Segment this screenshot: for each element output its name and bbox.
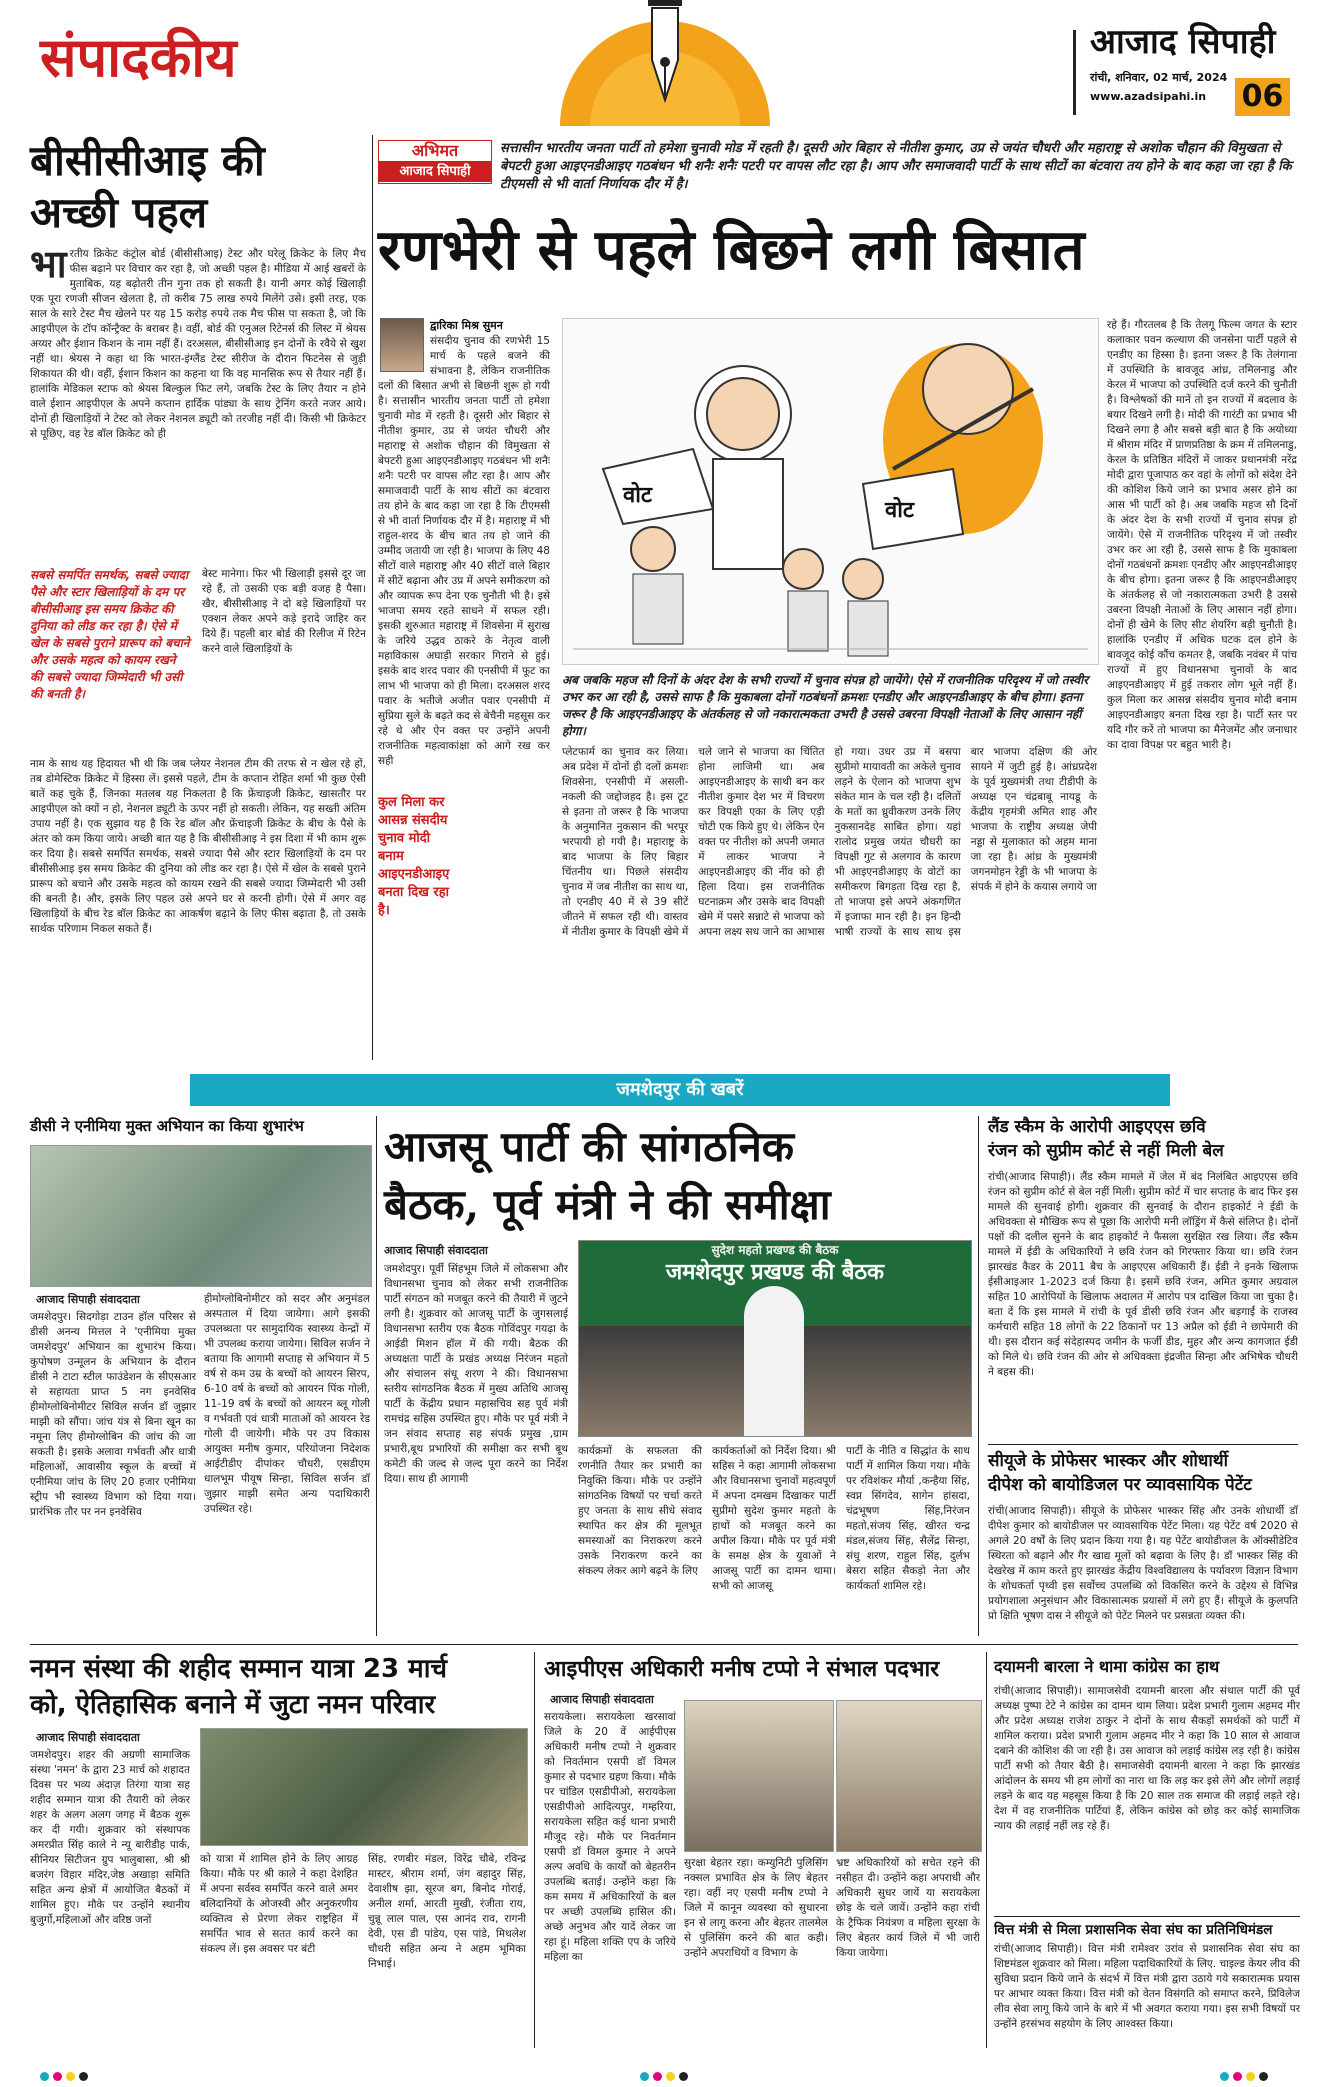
naman-photo (200, 1728, 528, 1846)
cartoon-label-2: वोट (885, 498, 915, 523)
masthead-rule (1073, 30, 1076, 115)
pen-nib-icon (560, 0, 770, 126)
abhimat-col-right: रहे हैं। गौरतलब है कि तेलगू फिल्म जगत के स्टार कलाकार पवन कल्याण की जनसेना पार्टी पहले से एनडीए का हिस्सा है। इतना जरूर है कि तेलंगाना में उपस्थिति के बावजूद आंध्र, तमिलनाडु और केरल में भाजपा को उपस्थिति दर्ज करने की चुनौती है। विश्लेषकों की मानें तो इन राज्यों में बदलाव के बयार दिखने लगी है। मोदी की गारंटी का प्रभाव भी दिखने लगा है और सबसे बड़ी बात है कि अयोध्या में श्रीराम मंदिर में प्राणप्रतिष्ठा के क्रम में तमिलनाडु, केरल के प्रतिष्ठित मंदिरों में जाकर प्रधानमंत्री नरेंद्र मोदी द्वारा पूजापाठ कर वहां के लोगों को संदेश देने की कोशिश किये जाने का प्रभाव असर होने का आस भी पार्टी को है। अब जबकि महज सौ दिनों के अंदर देश के सभी राज्यों में चुनाव संपन्न हो जायेंगे। ऐसे में राजनीतिक परिदृश्य में जो तस्वीर उभर कर आ रही है, उससे साफ है कि मुकाबला दोनों गठबंधनों क्रमशः एनडीए और आइएनडीआइए के बीच होगा। इतना जरूर है कि आइएनडीआइए के अंतर्कलह से जो नकारात्मकता उभरी है उससे उबरना विपक्षी नेताओं के लिए आसान नहीं होगा। दोनों ही खेमे के लिए सीट शेयरिंग बड़ी चुनौती है। हालांकि एनडीए में अधिक घटक दल होने के बावजूद कोई कौंच कमतर है, जबकि नवंबर में पांच राज्यों में हुए विधानसभा चुनावों के बाद आइएनडीआइए में हुई तकरार लोग भूले नहीं हैं। कुल मिला कर आसन्न संसदीय चुनाव मोदी बनाम आइएनडीआइए बनता दिख रहा है। पार्टी स्तर पर यदि गौर करें तो भाजपा का मैनेजमेंट और जनाधार का दावा विपक्ष पर बहुत भारी है। (1107, 319, 1297, 751)
website: www.azadsipahi.in (1090, 90, 1207, 103)
ajsu-photo-banner-2: जमशेदपुर प्रखण्ड की बैठक (665, 1260, 885, 1285)
abhimat-intro: सत्तासीन भारतीय जनता पार्टी तो हमेशा चुनावी मोड में रहती है। दूसरी ओर बिहार से नीतीश कुमार, उप्र से जयंत चौधरी और महाराष्ट्र से अशोक चौहान की विमुखता से बेपटरी हुआ आइएनडीआइए गठबंधन भी शनैः शनैः पटरी पर वापस लौट रहा है। आप और समाजवादी पार्टी के साथ सीटों का बंटवारा तय होने के बाद कहा जा रहा है कि टीएमसी से भी वार्ता निर्णायक दौर में है। (500, 141, 1292, 192)
ips-byline: आजाद सिपाही संवाददाता (550, 1693, 654, 1706)
row-divider (30, 1644, 1298, 1645)
registration-marks-right (1220, 2066, 1272, 2085)
bsc-headline-2: दीपेश को बायोडिजल पर व्यावसायिक पेटेंट (988, 1475, 1252, 1495)
abhimat-col1: संसदीय चुनाव की रणभेरी 15 मार्च के पहले बजने की संभावना है, लेकिन राजनीतिक दलों की बिसात अभी से बिछनी शुरू हो गयी है। सत्तासीन भारतीय जनता पार्टी तो हमेशा चुनावी मोड में रहती है। दूसरी ओर बिहार से नीतीश कुमार, उप्र से जयंत चौधरी और महाराष्ट्र से अशोक चौहान की विमुखता से बेपटरी हुआ आइएनडीआइए गठबंधन भी शनैः शनैः पटरी पर वापस लौट रहा है। आप और समाजवादी पार्टी के साथ सीटों का बंटवारा तय होने के बाद कहा जा रहा है कि टीएमसी से भी वार्ता निर्णायक दौर में है। महाराष्ट्र में भी राहुल-शरद के बीच बात तय हो जाने की उम्मीद जतायी जा रही है। भाजपा के लिए 48 सीटों वाले महाराष्ट्र और 40 सीटों वाले बिहार में सीटें बढ़ाना और उप्र में अपने समीकरण को और व्यापक रूप देना एक चुनौती भी है। इसे भाजपा समय रहते साधने में सफल रही। इसकी शुरुआत महाराष्ट्र में शिवसेना में सुराख के जरिये उद्धव ठाकरे के नेतृत्व वाली महाविकास अघाड़ी सरकार गिराने से हुई। इसके बाद शरद पवार की एनसीपी में फूट का लाभ भी भाजपा को ही मिला। दरअसल शरद पवार के भतीजे अजीत पवार एनसीपी में सुप्रिया सुले के बढ़ते कद से बेचैनी महसूस कर रहे थे और ऐन वक्त पर उन्होंने अपनी राजनीतिक महत्वाकांक्षा को आगे रख कर सही (378, 335, 550, 767)
abhimat-headline: रणभेरी से पहले बिछने लगी बिसात (378, 217, 1085, 283)
editorial-pull-quote: सबसे समर्पित समर्थक, सबसे ज्यादा पैसे और स्टार खिलाड़ियों के दम पर बीसीसीआइ इस समय क्रिकेट की दुनिया को लीड कर रहा है। ऐसे में खेल के सबसे पुराने प्रारूप को बचाने और उसके महत्व को कायम रखने की सबसे ज्यादा जिम्मेदारी भी उसी की बनती है। (30, 568, 190, 701)
ajsu-headline-1: आजसू पार्टी की सांगठनिक (384, 1122, 795, 1171)
editorial-body-3: नाम के साथ यह हिदायत भी थी कि जब प्लेयर नेशनल टीम की तरफ से न खेल रहे हों, तब डोमेस्टिक क्रिकेट में हिस्सा लें। इससे पहले, टीम के कप्तान रोहित शर्मा भी कुछ ऐसी बातें कह चुके हैं, जिनका मतलब यह निकलता है कि फ्रेंचाइजी क्रिकेट, खासतौर पर आइपीएल को क्यों न हो, नेशनल ड्यूटी के ऊपर नहीं हो सकती। लेकिन, यह सख्ती अंतिम उपाय नहीं है। एक सुझाव यह है कि रेड बॉल और फ्रेंचाइजी क्रिकेट के बीच के पैसे के अंतर को कम किया जाये। अच्छी बात यह है कि बीसीसीआइ ने इस दिशा में भी काम शुरू कर दिया है। सबसे समर्पित समर्थक, सबसे ज्यादा पैसे और स्टार खिलाड़ियों के दम पर बीसीसीआइ इस समय क्रिकेट की दुनिया को लीड कर रहा है। ऐसे में खेल के सबसे पुराने प्रारूप को बचाने और उसके महत्व को कायम रखने की सबसे ज्यादा जिम्मेदारी भी उसी की बनती है। और, इसके लिए पहल उसे अपने घर से करनी होगी। ऐसे में अगर वह खिलाड़ियों के बीच रेड बॉल क्रिकेट का आकर्षण बढ़ाने के लिए फीस बढ़ाता है, तो उसके सार्थक परिणाम निकल सकते हैं। (30, 758, 366, 935)
dateline: रांची, शनिवार, 02 मार्च, 2024 (1090, 71, 1228, 84)
story-divider (994, 1916, 1300, 1917)
ips-photo-1 (684, 1700, 834, 1852)
registration-marks-left (40, 2066, 92, 2085)
editorial-body-2: बेस्ट मानेगा। फिर भी खिलाड़ी इससे दूर जा रहे हैं, तो उसकी एक बड़ी वजह है पैसा। खैर, बीसीसीआइ ने दो बड़े खिलाड़ियों पर एक्शन लेकर अपने कड़े इरादे जाहिर कर दिये हैं। पहली बार बोर्ड की रिलीज में रिटेन करने वाले खिलाड़ियों के (202, 568, 366, 655)
column-divider (376, 1116, 377, 1636)
naman-col3: सिंह, रणबीर मंडल, विरेंद्र चौबे, रविन्द्र मास्टर, श्रीराम शर्मा, जंग बहादुर सिंह, देवाशीष झा, सूरज बग, बिनोद गोराई, अनील शर्मा, आरती मुखी, रंजीता राय, चुन्नू लाल पाल, एस आनंद राव, रागनी देवी, एस डी पांडेय, एस पांडे, मिथलेश चौधरी सहित अन्य ने अहम भूमिका निभाई। (368, 1853, 526, 1970)
dc-col1: जमशेदपुर। सिदगोड़ा टाउन हॉल परिसर से डीसी अनन्य मित्तल ने 'एनीमिया मुक्त जमशेदपुर' अभियान का शुभारंभ किया। कुपोषण उन्मूलन के अभियान के दौरान डीसी ने टाटा स्टील फाउंडेशन के सीएसआर से सहायता प्राप्त 5 नग इनवेसिव हीमोग्लोबिनोमीटर सिविल सर्जन डॉ जुझार माझी को सौंपा। जांच यंत्र से बिना खून का नमूना लिए हीमोग्लोबिन की जांच की जा सकती है। इसके अलावा गर्भवती और धात्री महिलाओं, आवासीय स्कूल के बच्चों में एनीमिया जांच के लिए 20 हजार एनीमिया स्ट्रीप भी स्वास्थ्य विभाग को दिया गया। प्रारंभिक तौर पर नन इनवेसिव (30, 1311, 196, 1518)
story-divider (988, 1444, 1298, 1445)
paper-name: आजाद सिपाही (1090, 22, 1276, 62)
cartoon-label-1: वोट (623, 483, 653, 508)
ajsu-photo (578, 1240, 972, 1437)
finance-body: रांची(आजाद सिपाही)। वित्त मंत्री रामेश्वर उरांव से प्रशासनिक सेवा संघ का शिष्टमंडल शुक्रवार को मिला। महिला पदाधिकारियों के लिए. चाइल्ड केयर लीव की सुविधा प्रदान किये जाने के संदर्भ में वित्त मंत्री द्वारा उठाये गये सकारात्मक प्रयास पर आभार व्यक्त किया। वित्त मंत्री को वेतन विसंगति को समाप्त करने, प्रिविलेज लीव सेवा लागू किये जाने के बारे में भी अवगत कराया गया। इस सभी विषयों पर उन्होंने हरसंभव सहयोग के लिए आश्वस्त किया। (994, 1943, 1300, 2030)
registration-marks-center (640, 2066, 692, 2085)
editorial-left (30, 135, 366, 1060)
ajsu-headline-2: बैठक, पूर्व मंत्री ने की समीक्षा (384, 1180, 831, 1229)
cartoon (562, 318, 1099, 665)
column-divider (534, 1652, 535, 2048)
dc-headline: डीसी ने एनीमिया मुक्त अभियान का किया शुभारंभ (30, 1117, 304, 1135)
abhimat-pull-quote: कुल मिला कर आसन्न संसदीय चुनाव मोदी बनाम आइएनडीआइए बनता दिख रहा है। (378, 790, 460, 924)
abhimat-label (378, 140, 492, 184)
dc-col2: हीमोग्लोबिनोमीटर को सदर और अनुमंडल अस्पताल में दिया जायेगा। आगे इसकी उपलब्धता पर सामुदायिक स्वास्थ्य केन्द्रों में भी उपलब्ध कराया जायेगा। सिविल सर्जन ने बताया कि आगामी सप्ताह से अभियान में 5 वर्ष से कम उम्र के बच्चों को आयरन सिरप, 6-10 वर्ष के बच्चों को आयरन पिंक गोली, 11-19 वर्ष के बच्चों को आयरन ब्लू गोली व गर्भवती एवं धात्री माताओं को आयरन रेड गोली दी जायेगी। मौके पर उप विकास आयुक्त मनीष कुमार, परियोजना निदेशक आईटीडीए दीपांकर चौधरी, एसडीएम धालभूम पीयूष सिन्हा, सिविल सर्जन डॉ जुझार माझी समेत अन्य पदाधिकारी उपस्थित रहे। (204, 1293, 370, 1515)
ajsu-byline: आजाद सिपाही संवाददाता (384, 1244, 488, 1257)
jamshedpur-band: जमशेदपुर की खबरें (190, 1074, 1170, 1106)
ips-headline: आइपीएस अधिकारी मनीष टप्पो ने संभाल पदभार (544, 1657, 940, 1682)
ajsu-photo-banner-1: सुदेश महतो प्रखण्ड की बैठक (711, 1243, 839, 1257)
cartoon-caption: अब जबकि महज सौ दिनों के अंदर देश के सभी राज्यों में चुनाव संपन्न हो जायेंगे। ऐसे में राजनीतिक परिदृश्य में जो तस्वीर उभर कर आ रही है, उससे साफ है कि मुकाबला दोनों गठबंधनों क्रमशः एनडीए और आइएनडीआइए के बीच होगा। इतना जरूर है कि आइएनडीआइए के अंतर्कलह से जो नकारात्मकता उभरी है उससे उबरना विपक्षी नेताओं के लिए आसान नहीं होगा। (562, 673, 1089, 738)
editorial-body-1: भा रतीय क्रिकेट कंट्रोल बोर्ड (बीसीसीआइ) टेस्ट और घरेलू क्रिकेट के लिए मैच फीस बढ़ाने पर विचार कर रहा है, जो अच्छी पहल है। मीडिया में आई खबरों के मुताबिक, यह बढ़ोतरी तीन गुना तक हो सकती है। यानी अगर कोई खिलाड़ी एक पूरा रणजी सीजन खेलता है, तो करीब 75 लाख रुपये मिलेंगे उसे। इसी तरह, एक साल के सारे टेस्ट मैच खेलने पर यह 15 करोड़ रुपये तक मैच फीस पा सकता है, जो कि आइपीएल के टॉप कॉन्ट्रैक्ट के बराबर है। वहीं, बोर्ड की एनुअल रिटेनर्स की लिस्ट में श्रेयस अय्यर और ईशान किशन के नाम नहीं हैं। दरअसल, बीसीसीआइ इन दोनों के रवैये से खुश नहीं था। श्रेयस ने कहा था कि भारत-इंग्लैंड टेस्ट सीरीज के दौरान फिटनेस से जुड़ी शिकायत की थी। वहीं, ईशान किशन का कहना था कि वह मानसिक रूप से तैयार नहीं हैं। हालांकि मेडिकल स्टाफ को श्रेयस बिल्कुल फिट लगे, जबकि टेस्ट के लिए तैयार न होने वाले ईशान आइपीएल के अपने कप्तान हार्दिक पांड्या के साथ ट्रेनिंग करते नजर आये। दोनों ही खिलाड़ियों ने टेस्ट को लेकर नेशनल ड्यूटी को तरजीह नहीं दी। किसी भी क्रिकेटर से पूछिए, वह रेड बॉल क्रिकेट को ही (30, 247, 366, 440)
column-divider (986, 1652, 987, 2048)
dc-photo (30, 1145, 372, 1287)
ips-col3: भ्रष्ट अधिकारियों को सचेत रहने की नसीहत दी। उन्होंने कहा अपराधी और अधिकारी सुधर जायें या सरायकेला छोड़ के चले जायें। उन्होंने कहा रांची के ट्रैफिक नियंत्रण व महिला सुरक्षा के लिए बेहतर कार्य जिले में भी जारी किया जायेगा। (836, 1857, 980, 1959)
naman-headline-1: नमन संस्था की शहीद सम्मान यात्रा 23 मार्च (30, 1654, 447, 1684)
ajsu-col1: जमशेदपुर। पूर्वी सिंहभूम जिले में लोकसभा और विधानसभा चुनाव को लेकर सभी राजनीतिक पार्टी संगठन को मजबूत करने की तैयारी में जुटने लगी है। शुक्रवार को आजसू पार्टी के जुगसलाई विधानसभा स्तरीय एक बैठक गोविंदपुर गयढ़ा के आईडी मिशन हॉल में की गयी। बैठक की अध्यक्षता पार्टी के प्रखंड अध्यक्ष निरंजन महतो और संचालन संधू शरण ने की। विधानसभा स्तरीय सांगठनिक बैठक में मुख्य अतिथि आजसू पार्टी के केंद्रीय प्रधान महासचिव सह पूर्व मंत्री रामचंद्र सहिस उपस्थित हुए। मौके पर पूर्व मंत्री ने जन संवाद सप्ताह सह संपर्क प्रमुख ,ग्राम प्रभारी,बूथ प्रभारियों की समीक्षा कर सभी बूथ कमेटी की जल्द से जल्द पूरा करने का निर्देश दिया। साथ ही आगामी (384, 1263, 568, 1485)
naman-byline: आजाद सिपाही संवाददाता (36, 1731, 140, 1744)
drop-cap: भा (30, 247, 67, 286)
author-name: द्वारिका मिश्र सुमन (430, 319, 503, 332)
land-headline-2: रंजन को सुप्रीम कोर्ट से नहीं मिली बेल (988, 1141, 1224, 1161)
dc-byline: आजाद सिपाही संवाददाता (36, 1293, 140, 1306)
ajsu-col3: कार्यकर्ताओं को निर्देश दिया। श्री सहिस ने कहा आगामी लोकसभा और विधानसभा चुनावों महत्वपूर्ण में अपना दमखम दिखाकर पार्टी सुप्रीमो सुदेश कुमार महतो के हाथों को मजबूत करने का अपील किया। मौके पर पूर्व मंत्री के समक्ष क्षेत्र के युवाओं ने आजसू पार्टी का दामन थामा। सभी को आजसू (712, 1445, 836, 1592)
naman-col2: को यात्रा में शामिल होने के लिए आग्रह किया। मौके पर श्री काले ने कहा देशहित में अपना सर्वस्व समर्पित करने वाले अमर बलिदानियों के ओजस्वी और अनुकरणीय व्यक्तित्व से प्रेरणा लेकर राष्ट्रहित में समर्पित भाव से सतत कार्य करने का संकल्प लें। इस अवसर पर बंटी (200, 1853, 358, 1955)
editorial-title-line2: अच्छी पहल (30, 188, 208, 237)
dayamani-body: रांची(आजाद सिपाही)। सामाजसेवी दयामनी बारला और संथाल पार्टी की पूर्व अध्यक्ष पुष्पा टेटे ने कांग्रेस का दामन थाम लिया। प्रदेश प्रभारी गुलाम अहमद मीर और प्रदेश अध्यक्ष राजेश ठाकुर ने दोनों के साथ सैकड़ों समर्थकों को पार्टी में शामिल कराया। प्रदेश प्रभारी गुलाम अहमद मीर ने कहा कि 10 साल से आवाज दबाने की कोशिश की जा रही है। उस आवाज को लड़ाई कांग्रेस लड़ रही है। कांग्रेस पार्टी सभी को तैयार बैठी है। समाजसेवी दयामनी बारला ने कहा कि झारखंड आंदोलन के समय भी हम लोगों का नारा था कि लड़ कर इसे लेंगे और लोगों लड़ाई लड़ने के बाद यह महसूस किया है कि 20 साल तक समाज की लड़ाई लड़ते रहे। देश में वह राजनीतिक पार्टियां हैं, लेकिन कांग्रेस को छोड़ कर कोई सामाजिक न्याय की लड़ाई नहीं लड़ रहे हैं। (994, 1685, 1300, 1832)
ajsu-col2: कार्यक्रमों के सफलता की रणनीति तैयार कर प्रभारी का निवुक्ति किया। मौके पर उन्होंने सांगठनिक विषयों पर चर्चा करते हुए जनता के साथ सीधे संवाद स्थापित कर क्षेत्र की मूलभूत समस्याओं का निराकरण करने उसके निराकरण करने का संकल्प लेकर आगे बढ़ने के लिए (578, 1445, 702, 1577)
land-headline-1: लैंड स्कैम के आरोपी आइएएस छवि (988, 1117, 1206, 1137)
editorial-title-line1: बीसीसीआइ की (30, 136, 265, 185)
finance-headline: वित्त मंत्री से मिला प्रशासनिक सेवा संघ का प्रतिनिधिमंडल (994, 1922, 1273, 1938)
abhimat-label-top: अभिमत (411, 141, 459, 160)
ips-col2: सुरक्षा बेहतर रहा। कम्युनिटी पुलिसिंग नक्सल प्रभावित क्षेत्र के लिए बेहतर रहा। वहीं नए एसपी मनीष टप्पो ने जिले में कानून व्यवस्था को सुधारना इन से लागू करना और बेहतर तालमेल से पुलिसिंग करने की बात कही। उन्होंने अपराधियों व विभाग के (684, 1857, 828, 1959)
column-divider (978, 1116, 979, 1636)
abhimat-bottom-text: प्लेटफार्म का चुनाव कर लिया। अब प्रदेश में दोनों ही दलों क्रमशः शिवसेना, एनसीपी में असली-नकली की जद्दोजहद है। इस टूट से इतना तो जरूर है कि भाजपा के अनुमानित नुकसान की भरपूर भरपायी हो गयी है। महाराष्ट्र के बाद भाजपा के लिए बिहार चिंतनीय था। पिछले संसदीय चुनाव में जब नीतीश का साथ था, तो एनडीए 40 में से 39 सीटें जीतने में सफल रही थी। वास्तव में नीतीश कुमार के विपक्षी खेमे में चले जाने से भाजपा का चिंतित होना लाजिमी था। अब आइएनडीआइए के साथी बन कर नीतीश कुमार देश भर में विचरण कर विपक्षी एका के लिए एड़ी चोटी एक किये हुए थे। लेकिन ऐन वक्त पर नीतीश को अपनी जमात में लाकर भाजपा ने आइएनडीआइए की नींव को ही हिला दिया। इस राजनीतिक घटनाक्रम और उसके बाद विपक्षी खेमे में पसरे सन्नाटे से भाजपा को अपना लक्ष्य सध जाने का आभास हो गया। उधर उप्र में बसपा सुप्रीमो मायावती का अकेले चुनाव लड़ने के ऐलान को भाजपा शुभ संकेत मान के चल रही है। दलितों के मतों का ध्रुवीकरण उनके लिए नुकसानदेह साबित होगा। यहां रालोद प्रमुख जयंत चौधरी का विपक्षी गुट से अलगाव के कारण भी आइएनडीआइए के वोटों का समीकरण बिगड़ता दिख रहा है, तो भाजपा इसे अपने अंकगणित में इजाफा मान रही है। इन हिन्दी भाषी राज्यों के साथ साथ इस बार भाजपा दक्षिण की ओर सायने में जुटी हुई है। आंध्रप्रदेश के पूर्व मुख्यमंत्री तथा टीडीपी के अध्यक्ष एन चंद्रबाबू नायडू के केंद्रीय गृहमंत्री अमित शाह और भाजपा के राष्ट्रीय अध्यक्ष जेपी नड्डा से मुलाकात को अहम माना जा रहा है। आंध्र के मुख्यमंत्री जगनमोहन रेड्डी के भी भाजपा के संपर्क में होने के कयास लगाये जा (562, 746, 1097, 938)
ips-col1: सरायकेला। सरायकेला खरसावां जिले के 20 वें आईपीएस अधिकारी मनीष टप्पो ने शुक्रवार को निवर्तमान एसपी डॉ विमल कुमार से पदभार ग्रहण किया। मौके पर चांडिल एसडीपीओ, सरायकेला एसडीपीओ आदित्यपुर, गम्हरिया, सरायकेला सहित कई थाना प्रभारी मौजूद रहे। मौके पर निवर्तमान एसपी डॉ विमल कुमार ने अपने अल्प अवधि के कार्यों को बेहतरीन उपलब्धि बताई। उन्होंने कहा कि कम समय में अधिकारियों के बल पर अच्छी उपलब्धि हासिल की। अच्छे अनुभव और यादें लेकर जा रहा हूं। महिला शक्ति एप के जरिये महिला का (544, 1711, 676, 1963)
bsc-body: रांची(आजाद सिपाही)। सीयूजे के प्रोफेसर भास्कर सिंह और उनके शोधार्थी डॉ दीपेश कुमार को बायोडीजल पर व्यावसायिक पेटेंट मिला। यह पेटेंट वर्ष 2020 से अगले 20 वर्षों के लिए प्रदान किया गया है। यह पेटेंट बायोडीजल के ऑक्सीडेटिव स्थिरता को बढ़ाने और गैर खाद्य मूलों को बढ़ावा के लिए है। डॉ भास्कर सिंह की देखरेख में काम करते हुए झारखंड केंद्रीय विश्वविद्यालय के पर्यावरण विज्ञान विभाग के शोधकर्ता पृथ्वी इस सर्वोच्च उपलब्धि को विकसित करने के उद्देश्य से विभिन्न प्रयोगशाला अनुसंधान और विकासात्मक प्रयासों में लगे हुए हैं। सीयूजे के कुलपति प्रो क्षिति भूषण दास ने सीयूजे को पेटेंट मिलने पर प्रसन्नता व्यक्त की। (988, 1505, 1298, 1622)
abhimat-label-bottom: आजाद सिपाही (379, 161, 491, 182)
masthead (0, 0, 1325, 128)
section-title: संपादकीय (40, 25, 237, 89)
page-number: 06 (1235, 78, 1290, 116)
dayamani-headline: दयामनी बारला ने थामा कांग्रेस का हाथ (994, 1657, 1220, 1676)
naman-headline-2: को, ऐतिहासिक बनाने में जुटा नमन परिवार (30, 1690, 436, 1720)
ips-photo-2 (836, 1700, 982, 1852)
ajsu-col4: पार्टी के नीति व सिद्धांत के साथ पार्टी में शामिल किया गया। मौके पर रविशंकर मौर्या ,कन्हैया सिंह, स्वप्न सिंगदेव, सागेन हांसदा, चंद्रभूषण सिंह,निरंजन महतो,संजय सिंह, खीरत चन्द्र मंडल,संजय सिंह, सैलेंद्र सिन्हा, संधु शरण, राहुल सिंह, दुर्लभ बेसरा सहित सैकड़ो नेता और कार्यकर्ता शामिल रहे। (846, 1445, 970, 1592)
bsc-headline-1: सीयूजे के प्रोफेसर भास्कर और शोधार्थी (988, 1451, 1229, 1471)
column-divider (372, 135, 373, 1060)
land-body: रांची(आजाद सिपाही)। लैंड स्कैम मामले में जेल में बंद निलंबित आइएएस छवि रंजन को सुप्रीम कोर्ट से बेल नहीं मिली। सुप्रीम कोर्ट में चार सप्ताह के बाद फिर इस मामले की सुनवाई होगी। शुक्रवार की सुनवाई के दौरान हाइकोर्ट ने ईडी के अधिवक्ता से मौखिक रूप से पूछा कि आरोपी मनी लॉड्रिंग में कैसे संलिप्त है। दोनों पक्षों की दलील सुनने के बाद हाइकोर्ट ने फैसला सुरक्षित रख लिया। लैंड स्कैम मामले में ईडी के अधिकारियों ने छवि रंजन को गिरफ्तार किया था। छवि रंजन झारखंड कैडर के 2011 बैच के आइएएस अधिकारी हैं। ईडी ने इनके खिलाफ ईसीआइआर 1-2023 दर्ज किया है। इसमें छवि रंजन, अमित कुमार अग्रवाल सहित 10 आरोपियों के खिलाफ अदालत में आरोप पत्र दाखिल किया जा चुका है। बता दें कि इस मामले में रांची के पूर्व डीसी छवि रंजन और बड़गाईं के राजस्व कर्मचारी सहित 18 लोगों के 22 ठिकानों पर 13 अप्रैल को ईडी ने छापेमारी की थी। इस दौरान कई संदेहास्पद जमीन के फर्जी डीड, मुहर और अन्य कागजात ईडी को मिले थे। छवि रंजन की ओर से अधिवक्ता इंद्रजीत सिन्हा और अभिषेक चौधरी ने बहस की। (988, 1171, 1298, 1378)
naman-col1: जमशेदपुर। शहर की अग्रणी सामाजिक संस्था 'नमन' के द्वारा 23 मार्च को शहादत दिवस पर भव्य अंदाज़ तिरंगा यात्रा सह शहीद सम्मान यात्रा की तैयारी को लेकर शहर के अलग अलग जगह में बैठक शुरू कर दी गयी। शुक्रवार को संस्थापक अमरप्रीत सिंह काले ने न्यू बारीडीह पार्क, सीनियर सिटीजन ग्रुप भालुबासा, श्री श्री बजरंग विहार मंदिर,जेष्ठ अखाड़ा समिति सहित अन्य क्षेत्रों में आयोजित बैठकों में शामिल हुए। मौके पर उन्होंने स्थानीय बुजुर्गो,महिलाओं और वरिष्ठ जनों (30, 1749, 190, 1926)
